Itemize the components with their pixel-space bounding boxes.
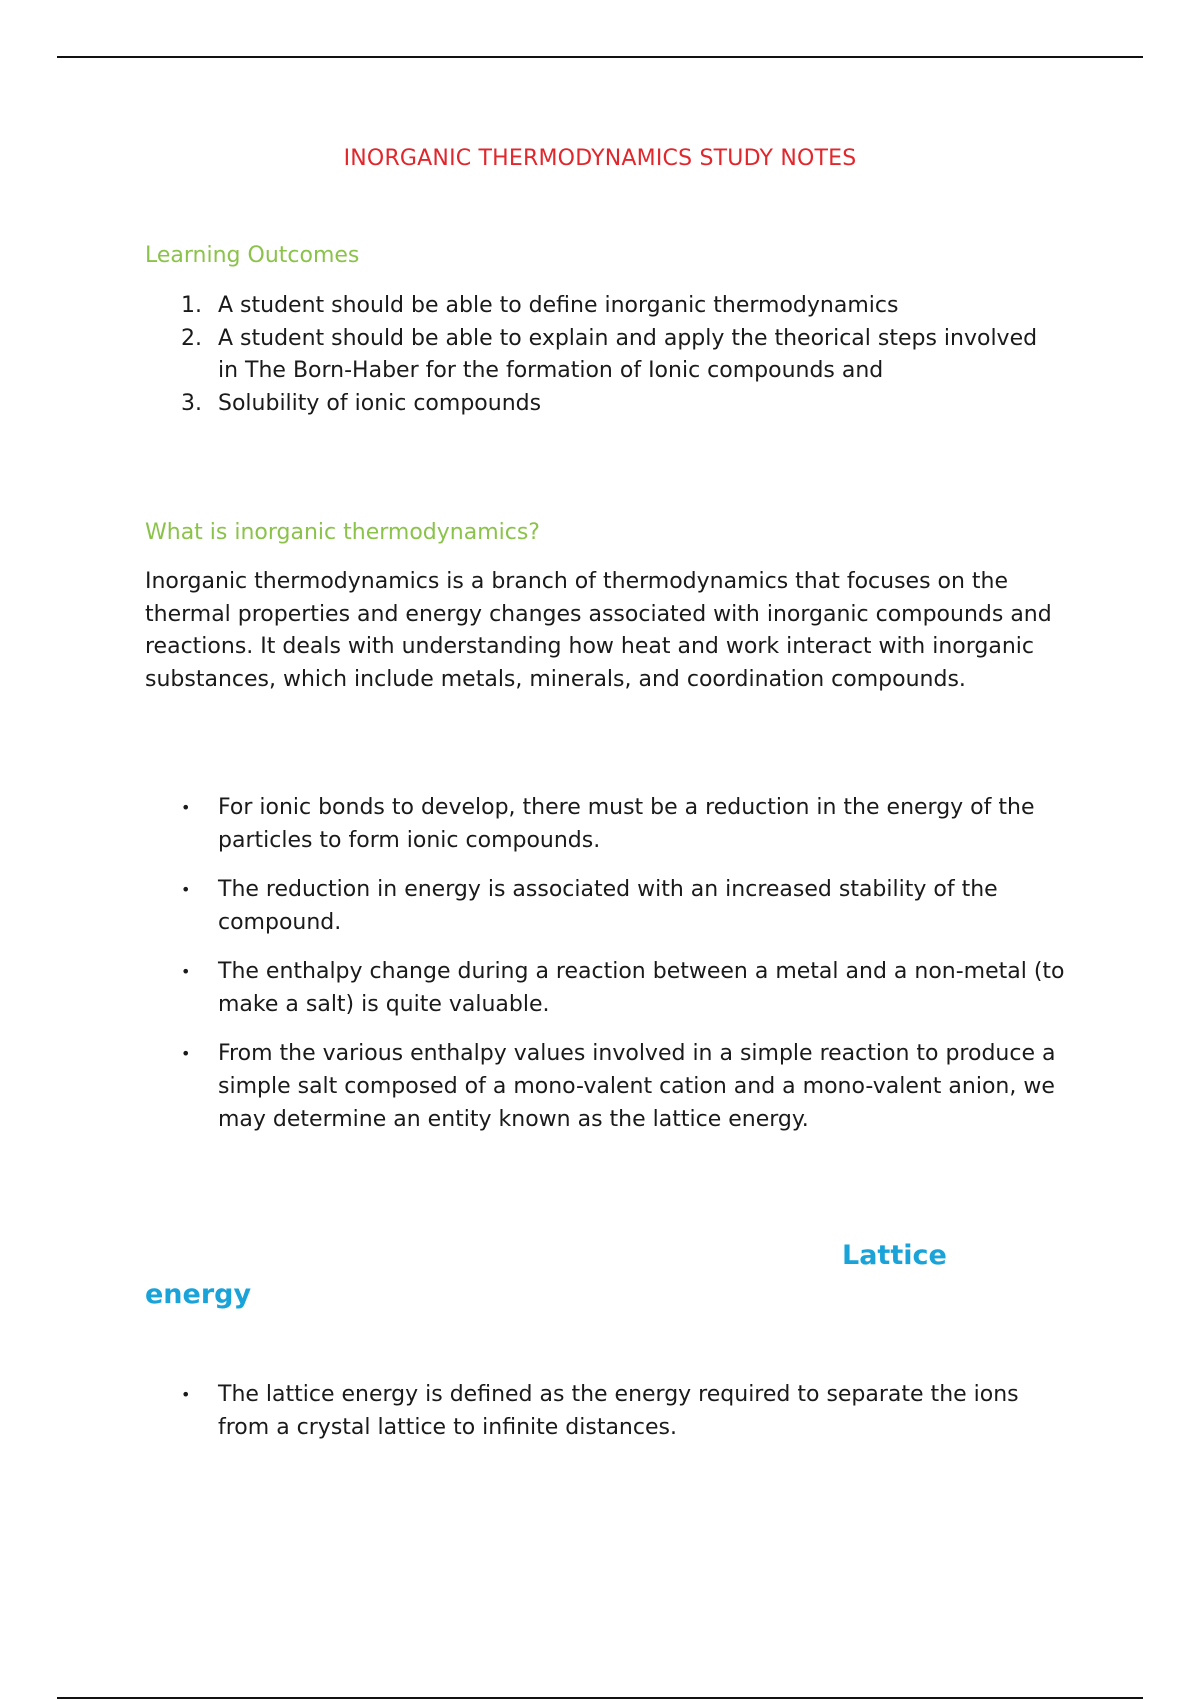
list-item <box>145 791 1065 857</box>
lattice-energy-list <box>145 1378 1065 1460</box>
definition-paragraph: Inorganic thermodynamics is a branch of thermodynamics that focuses on the thermal properties and energy changes associated with inorganic compounds and reactions. It deals with understanding how heat and work interact with inorganic substances, which include metals, minerals, and coordination compounds. <box>145 569 1052 692</box>
list-item-text: A student should be able to explain and apply the theorical steps involved in The Born-Haber for the formation of Ionic compounds and <box>218 325 1038 383</box>
list-item-text: The enthalpy change during a reaction between a metal and a non-metal (to make a salt) is quite valuable. <box>218 959 1065 1017</box>
document-title: INORGANIC THERMODYNAMICS STUDY NOTES <box>343 146 857 171</box>
learning-outcomes-list <box>145 290 1045 420</box>
bullet-icon: • <box>181 962 191 981</box>
list-item-text: The lattice energy is defined as the energy required to separate the ions from a crystal lattice to infinite distances. <box>218 1382 1019 1440</box>
list-number: 2. <box>181 325 202 351</box>
bullet-icon: • <box>181 1044 191 1063</box>
list-item <box>145 388 1045 421</box>
list-item <box>145 873 1065 939</box>
list-item-text: For ionic bonds to develop, there must be a reduction in the energy of the particles to form ionic compounds. <box>218 795 1035 853</box>
list-item-text: Solubility of ionic compounds <box>218 390 542 416</box>
list-item <box>145 323 1045 388</box>
bullet-icon: • <box>181 1385 191 1404</box>
what-is-heading: What is inorganic thermodynamics? <box>145 520 540 545</box>
list-item <box>145 290 1045 323</box>
key-points-list <box>145 791 1065 1152</box>
list-item-text: A student should be able to define inorganic thermodynamics <box>218 293 899 318</box>
list-item-text: From the various enthalpy values involved in a simple reaction to produce a simple salt composed of a mono-valent cation and a mono-valent anion, we may determine an entity known as the lattice energy. <box>218 1041 1056 1132</box>
bullet-icon: • <box>181 880 191 899</box>
list-item <box>145 1378 1065 1444</box>
top-rule <box>57 56 1143 58</box>
list-number: 1. <box>181 293 202 318</box>
lattice-energy-heading-part1: Lattice <box>842 1240 947 1271</box>
lattice-energy-heading-part2: energy <box>145 1279 252 1310</box>
list-item <box>145 1037 1065 1136</box>
bottom-rule <box>57 1697 1143 1699</box>
list-item-text: The reduction in energy is associated with an increased stability of the compound. <box>218 877 998 935</box>
list-number: 3. <box>181 390 202 416</box>
bullet-icon: • <box>181 798 191 817</box>
list-item <box>145 955 1065 1021</box>
learning-outcomes-heading: Learning Outcomes <box>145 243 360 268</box>
